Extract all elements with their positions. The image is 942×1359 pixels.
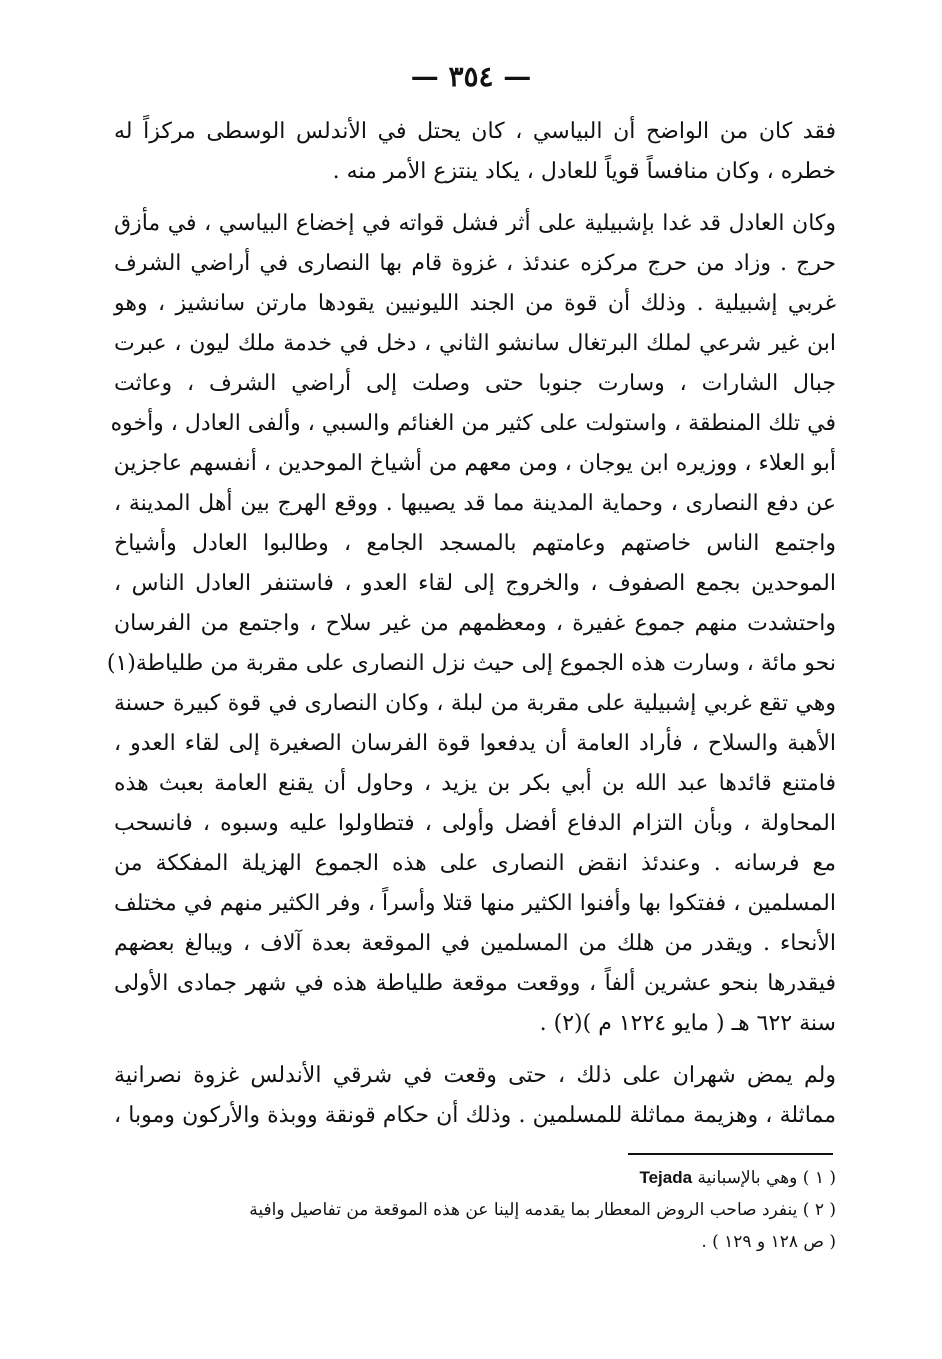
text-line: عن دفع النصارى ، وحماية المدينة مما قد يصيبها . ووقع الهرج بين أهل المدينة ، [114, 491, 836, 516]
text-line: واجتمع الناس خاصتهم وعامتهم بالمسجد الجامع ، وطالبوا العادل وأشياخ [114, 531, 836, 556]
footnotes [114, 1162, 836, 1258]
text-line: الأنحاء . ويقدر من هلك من المسلمين في الموقعة بعدة آلاف ، ويبالغ بعضهم [114, 931, 836, 956]
text-line: مع فرسانه . وعندئذ انقض النصارى على هذه الجموع الهزيلة المفككة من [114, 851, 836, 876]
text-line: خطره ، وكان منافساً قوياً للعادل ، يكاد ينتزع الأمر منه . [332, 159, 836, 184]
page-number: — ٣٥٤ — [410, 60, 532, 93]
text-line: حرج . وزاد من حرج مركزه عندئذ ، غزوة قام بها النصارى في أراضي الشرف [114, 251, 836, 276]
paragraph-2 [106, 204, 836, 1044]
paragraph-gap [114, 1044, 836, 1056]
footnote-2-line-1: ( ٢ ) ينفرد صاحب الروض المعطار بما يقدمه إلينا عن هذه الموقعة من تفاصيل وافية [249, 1200, 836, 1220]
paragraph-gap [114, 192, 836, 204]
text-line: الأهبة والسلاح ، فأراد العامة أن يدفعوا قوة الفرسان الصغيرة إلى لقاء العدو ، [114, 731, 836, 756]
text-line: فقد كان من الواضح أن البياسي ، كان يحتل في الأندلس الوسطى مركزاً له [114, 119, 836, 144]
text-line: المسلمين ، ففتكوا بها وأفنوا الكثير منها قتلا وأسراً ، وفر الكثير منهم في مختلف [114, 891, 836, 916]
text-line: مماثلة ، وهزيمة مماثلة للمسلمين . وذلك أن حكام قونقة ووبذة والأركون وموبا ، [114, 1103, 836, 1128]
text-line: نحو مائة ، وسارت هذه الجموع إلى حيث نزل النصارى على مقربة من طلياطة(١) [106, 651, 836, 676]
text-line: وهي تقع غربي إشبيلية على مقربة من لبلة ، وكان النصارى في قوة كبيرة حسنة [114, 691, 836, 716]
footnote-divider [628, 1153, 833, 1155]
text-line: في تلك المنطقة ، واستولت على كثير من الغنائم والسبي ، وألفى العادل ، وأخوه [110, 411, 836, 436]
main-text [106, 112, 836, 1136]
paragraph-1 [114, 112, 836, 192]
text-line: جبال الشارات ، وسارت جنوبا حتى وصلت إلى أراضي الشرف ، وعاثت [114, 371, 836, 396]
paragraph-3 [114, 1056, 836, 1136]
text-line: الموحدين بجمع الصفوف ، والخروج إلى لقاء العدو ، فاستنفر العادل الناس ، [114, 571, 836, 596]
text-line: واحتشدت منهم جموع غفيرة ، ومعظمهم من غير سلاح ، واجتمع من الفرسان [114, 611, 836, 636]
footnote-1-text: ( ١ ) وهي بالإسبانية [697, 1168, 836, 1188]
footnote-1 [114, 1162, 836, 1194]
text-line: فامتنع قائدها عبد الله بن أبي بكر بن يزيد ، وحاول أن يقنع العامة بعبث هذه [114, 771, 836, 796]
footnote-2-line-2: ( ص ١٢٨ و ١٢٩ ) . [701, 1232, 836, 1252]
footnote-1-latin-term: Tejada [639, 1168, 693, 1187]
text-line: وكان العادل قد غدا بإشبيلية على أثر فشل قواته في إخضاع البياسي ، في مأزق [114, 211, 836, 236]
text-line: فيقدرها بنحو عشرين ألفاً ، ووقعت موقعة طلياطة هذه في شهر جمادى الأولى [114, 971, 836, 996]
text-line: غربي إشبيلية . وذلك أن قوة من الجند الليونيين يقودها مارتن سانشيز ، وهو [114, 291, 836, 316]
text-line: سنة ٦٢٢ هـ ( مايو ١٢٢٤ م )(٢) . [539, 1011, 836, 1036]
text-line: أبو العلاء ، ووزيره ابن يوجان ، ومن معهم من أشياخ الموحدين ، أنفسهم عاجزين [113, 451, 836, 476]
text-line: المحاولة ، وبأن التزام الدفاع أفضل وأولى ، فتطاولوا عليه وسبوه ، فانسحب [114, 811, 836, 836]
text-line: ابن غير شرعي لملك البرتغال سانشو الثاني ، دخل في خدمة ملك ليون ، عبرت [114, 331, 836, 356]
text-line: ولم يمض شهران على ذلك ، حتى وقعت في شرقي الأندلس غزوة نصرانية [114, 1063, 836, 1088]
